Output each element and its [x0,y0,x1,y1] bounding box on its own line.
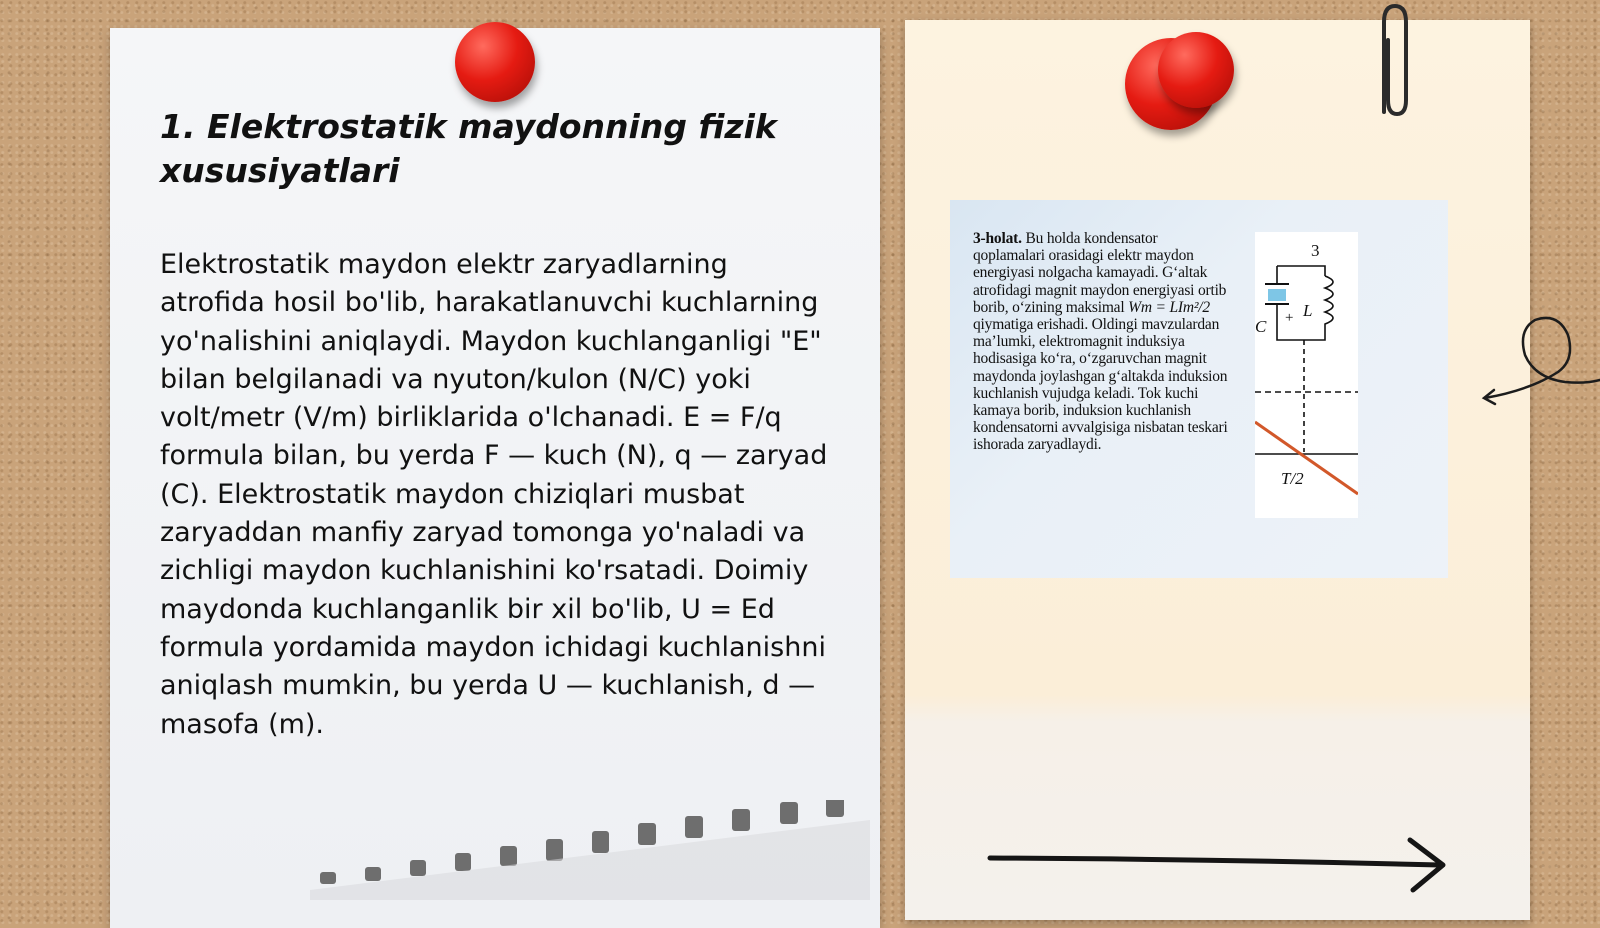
capacitor-label: C [1255,317,1267,336]
circuit-case-number: 3 [1311,241,1320,260]
note-title: 1. Elektrostatik maydonning fizik xususiyatlari [160,107,777,190]
paperclip-icon [1370,0,1420,130]
energy-formula: Wm = LIm²/2 [1128,298,1210,316]
inductor-label: L [1303,301,1313,320]
scan-text-part-1: Bu holda kondensator qoplamalari orasidagi elektr maydon energiyasi nolgacha kamayadi. G‘altak atrofidagi magnit maydon energiyasi ortib borib, o‘zining maksimal [973,230,1227,316]
curly-arrow-doodle-icon [1480,310,1600,410]
scan-paragraph [973,230,1231,454]
plus-sign: + [1285,310,1294,326]
long-arrow-right-icon [985,835,1455,895]
note-body-text: Elektrostatik maydon elektr zaryadlarning atrofida hosil bo'lib, harakatlanuvchi kuchlarning yo'nalishini aniqlaydi. Maydon kuchlanganligi "E" bilan belgilanadi va nyuton/kulon (N/C) yoki volt/metr (V/m) birliklarida o'lchanadi. E = F/q formula bilan, bu yerda F — kuch (N), q — zaryad (C). Elektrostatik maydon chiziqlari musbat zaryaddan manfiy zaryad tomonga yo'naladi va zichligi maydon kuchlanishini ko'rsatadi. Doimiy maydonda kuchlanganlik bir xil bo'lib, U = Ed formula yordamida maydon ichidagi kuchlanishni aniqlash mumkin, bu yerda U — kuchlanish, d — masofa (m). [160,249,828,740]
red-pushpin-left [455,22,535,102]
scan-heading: 3-holat. [973,230,1022,247]
lc-circuit-diagram [1255,232,1358,518]
scan-text-part-2: qiymatiga erishadi. Oldingi mavzulardan ma’lumki, elektromagnit induksiya hodisasiga ko‘ra, o‘zgaruvchan magnit maydonda joylashgan g‘altakda induksion kuchlanish vujudga keladi. Tok kuchi kamaya borib, induksion kuchlanish kondensatorni avvalgisiga nisbatan teskari ishorada zaryadlaydi. [973,316,1228,454]
red-pushpin-right-front [1158,32,1234,108]
time-label: T/2 [1281,469,1304,488]
